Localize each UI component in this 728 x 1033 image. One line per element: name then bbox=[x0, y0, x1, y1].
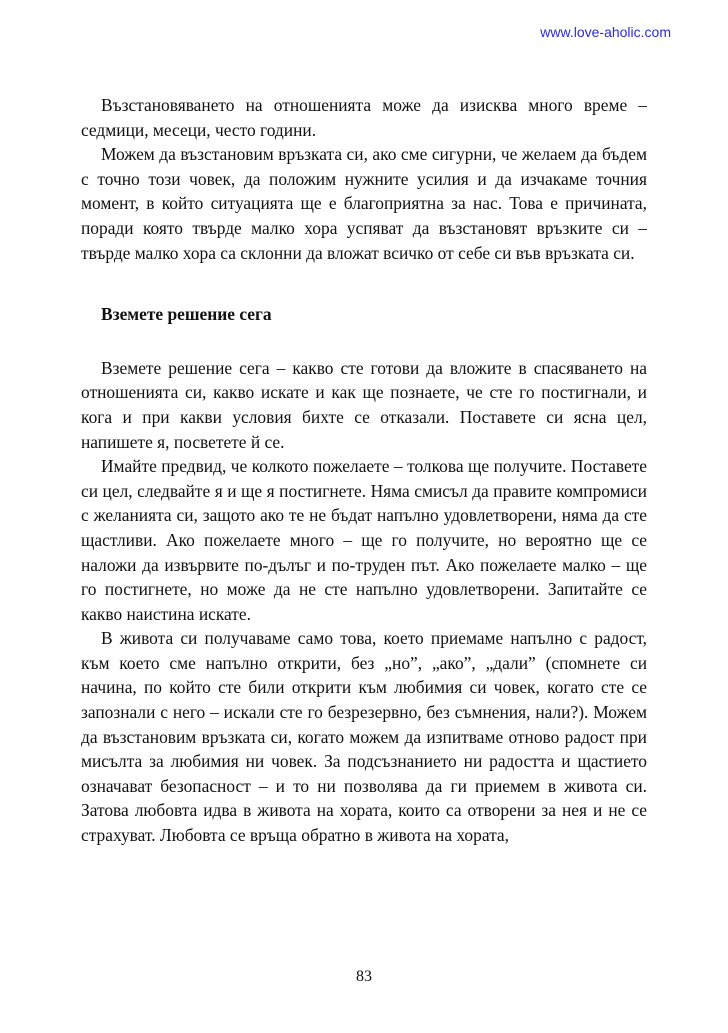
header-url[interactable]: www.love-aholic.com bbox=[540, 24, 671, 40]
paragraph-2: Можем да възстановим връзката си, ако сме сигурни, че желаем да бъдем с точно този човек, да положим нужните усилия и да изчакаме точния момент, в който ситуацията ще е благоприятна за нас. Това е причината, поради която твърде малко хора успяват да възстановят връзките си – твърде малко хора са склонни да вложат всичко от себе си във връзката си. bbox=[81, 144, 647, 263]
paragraph-1: Възстановяването на отношенията може да изисква много време – седмици, месеци, често години. bbox=[81, 95, 647, 140]
body-text bbox=[81, 93, 647, 848]
page-number: 83 bbox=[356, 968, 372, 985]
paragraph-3: Вземете решение сега – какво сте готови да вложите в спасяването на отношенията си, какво искате и как ще познаете, че сте го постигнали, и кога и при какви условия бихте се отказали. Поставете си ясна цел, напишете я, посветете й се. bbox=[81, 357, 647, 452]
paragraph-4: Имайте предвид, че колкото пожелаете – толкова ще получите. Поставете си цел, следвайте я и ще я постигнете. Няма смисъл да правите компромиси с желанията си, защото ако те не бъдат напълно удовлетворени, няма да сте щастливи. Ако пожелаете много – ще го получите, но вероятно ще се наложи да извървите по-дълъг и по-труден път. Ако пожелаете малко – ще го постигнете, но може да не сте напълно удовлетворени. Запитайте се какво наистина искате. bbox=[81, 456, 647, 624]
section-heading: Вземете решение сега bbox=[101, 304, 272, 325]
paragraph-5: В живота си получаваме само това, което приемаме напълно с радост, към което сме напълно открити, без „но”, „ако”, „дали” (спомнете си начина, по който сте били открити към любимия си човек, когато сте се запознали с него – искали сте го безрезервно, без съмнения, нали?). Можем да възстановим връзката си, когато можем да изпитваме отново радост при мисълта за любимия ни човек. За подсъзнанието ни радостта и щастието означават безопасност – и то ни позволява да ги приемем в живота си. Затова любовта идва в живота на хората, които са отворени за нея и не се страхуват. Любовта се връща обратно в живота на хората, bbox=[81, 628, 647, 846]
